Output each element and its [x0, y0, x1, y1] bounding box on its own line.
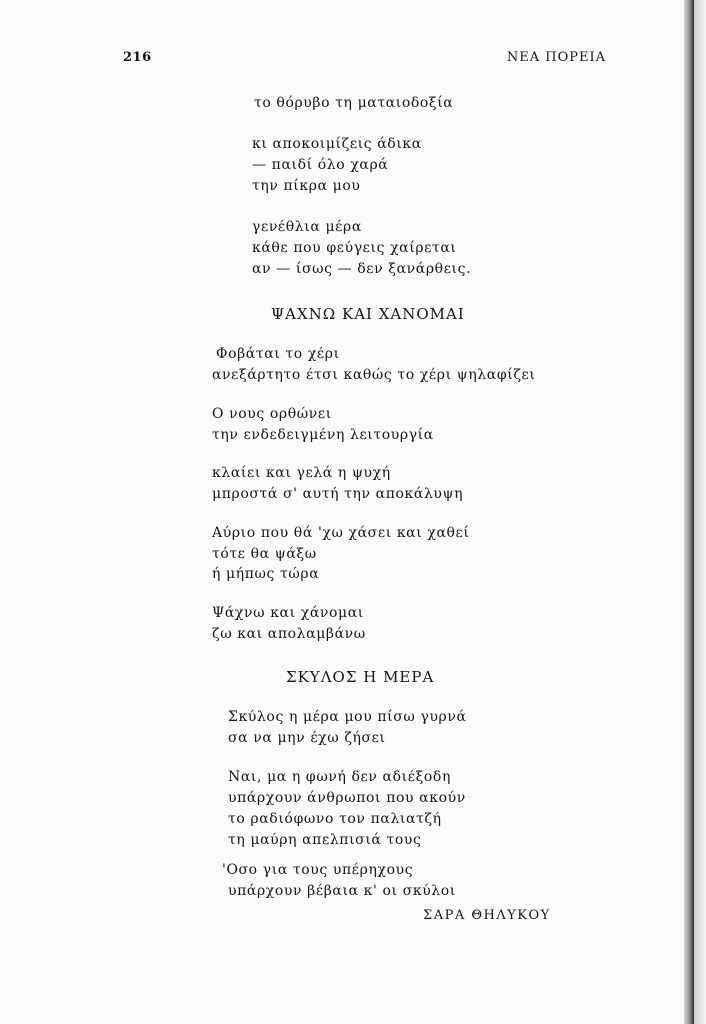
poem-line: γενέθλια μέρα — [252, 219, 362, 235]
poem-line: τη μαύρη απελπισιά τους — [228, 832, 422, 848]
poem-line: την ενδεδειγμένη λειτουργία — [212, 427, 434, 443]
poem-line: — παιδί όλο χαρά — [252, 157, 389, 173]
poem-line: το θόρυβο τη ματαιοδοξία — [254, 95, 454, 111]
poem-line: αν — ίσως — δεν ξανάρθεις. — [252, 261, 472, 277]
book-spine-shadow — [684, 0, 694, 1024]
page-edge — [694, 0, 706, 1024]
poem-line: κάθε που φεύγεις χαίρεται — [252, 240, 457, 256]
poem-line: τότε θα ψάξω — [212, 546, 317, 562]
page-number: 216 — [123, 50, 152, 65]
poem-line: ή μήπως τώρα — [212, 566, 320, 582]
poem-line: Ψάχνω και χάνομαι — [212, 605, 364, 621]
poem-line: ζω και απολαμβάνω — [212, 626, 366, 642]
poem-line: Αύριο που θά 'χω χάσει και χαθεί — [212, 525, 470, 541]
poem-line: κλαίει και γελά η ψυχή — [212, 465, 391, 481]
poem-line: την πίκρα μου — [252, 178, 361, 194]
poem-line: ανεξάρτητο έτσι καθώς το χέρι ψηλαφίζει — [212, 367, 536, 383]
poem-line: Ναι, μα η φωνή δεν αδιέξοδη — [228, 769, 451, 785]
poem-line: Σκύλος η μέρα μου πίσω γυρνά — [228, 709, 467, 725]
poem-line: το ραδιόφωνο τον παλιατζή — [228, 811, 442, 827]
poem-line: κι αποκοιμίζεις άδικα — [252, 136, 422, 152]
poem-line: Φοβάται το χέρι — [216, 346, 340, 362]
author-signature: ΣΑΡΑ ΘΗΛΥΚΟΥ — [423, 908, 551, 923]
poem-line: υπάρχουν βέβαια κ' οι σκύλοι — [228, 883, 456, 899]
poem-title: ΨΑΧΝΩ ΚΑΙ ΧΑΝΟΜΑΙ — [271, 305, 465, 323]
poem-line: μπροστά σ' αυτή την αποκάλυψη — [212, 486, 464, 502]
poem-line: 'Οσο για τους υπέρηχους — [222, 862, 414, 878]
running-header: ΝΕΑ ΠΟΡΕΙΑ — [506, 50, 606, 65]
poem-line: σα να μην έχω ζήσει — [228, 730, 386, 746]
poem-title: ΣΚΥΛΟΣ Η ΜΕΡΑ — [286, 668, 435, 686]
poem-line: Ο νους ορθώνει — [212, 406, 332, 422]
poem-line: υπάρχουν άνθρωποι που ακούν — [228, 790, 466, 806]
